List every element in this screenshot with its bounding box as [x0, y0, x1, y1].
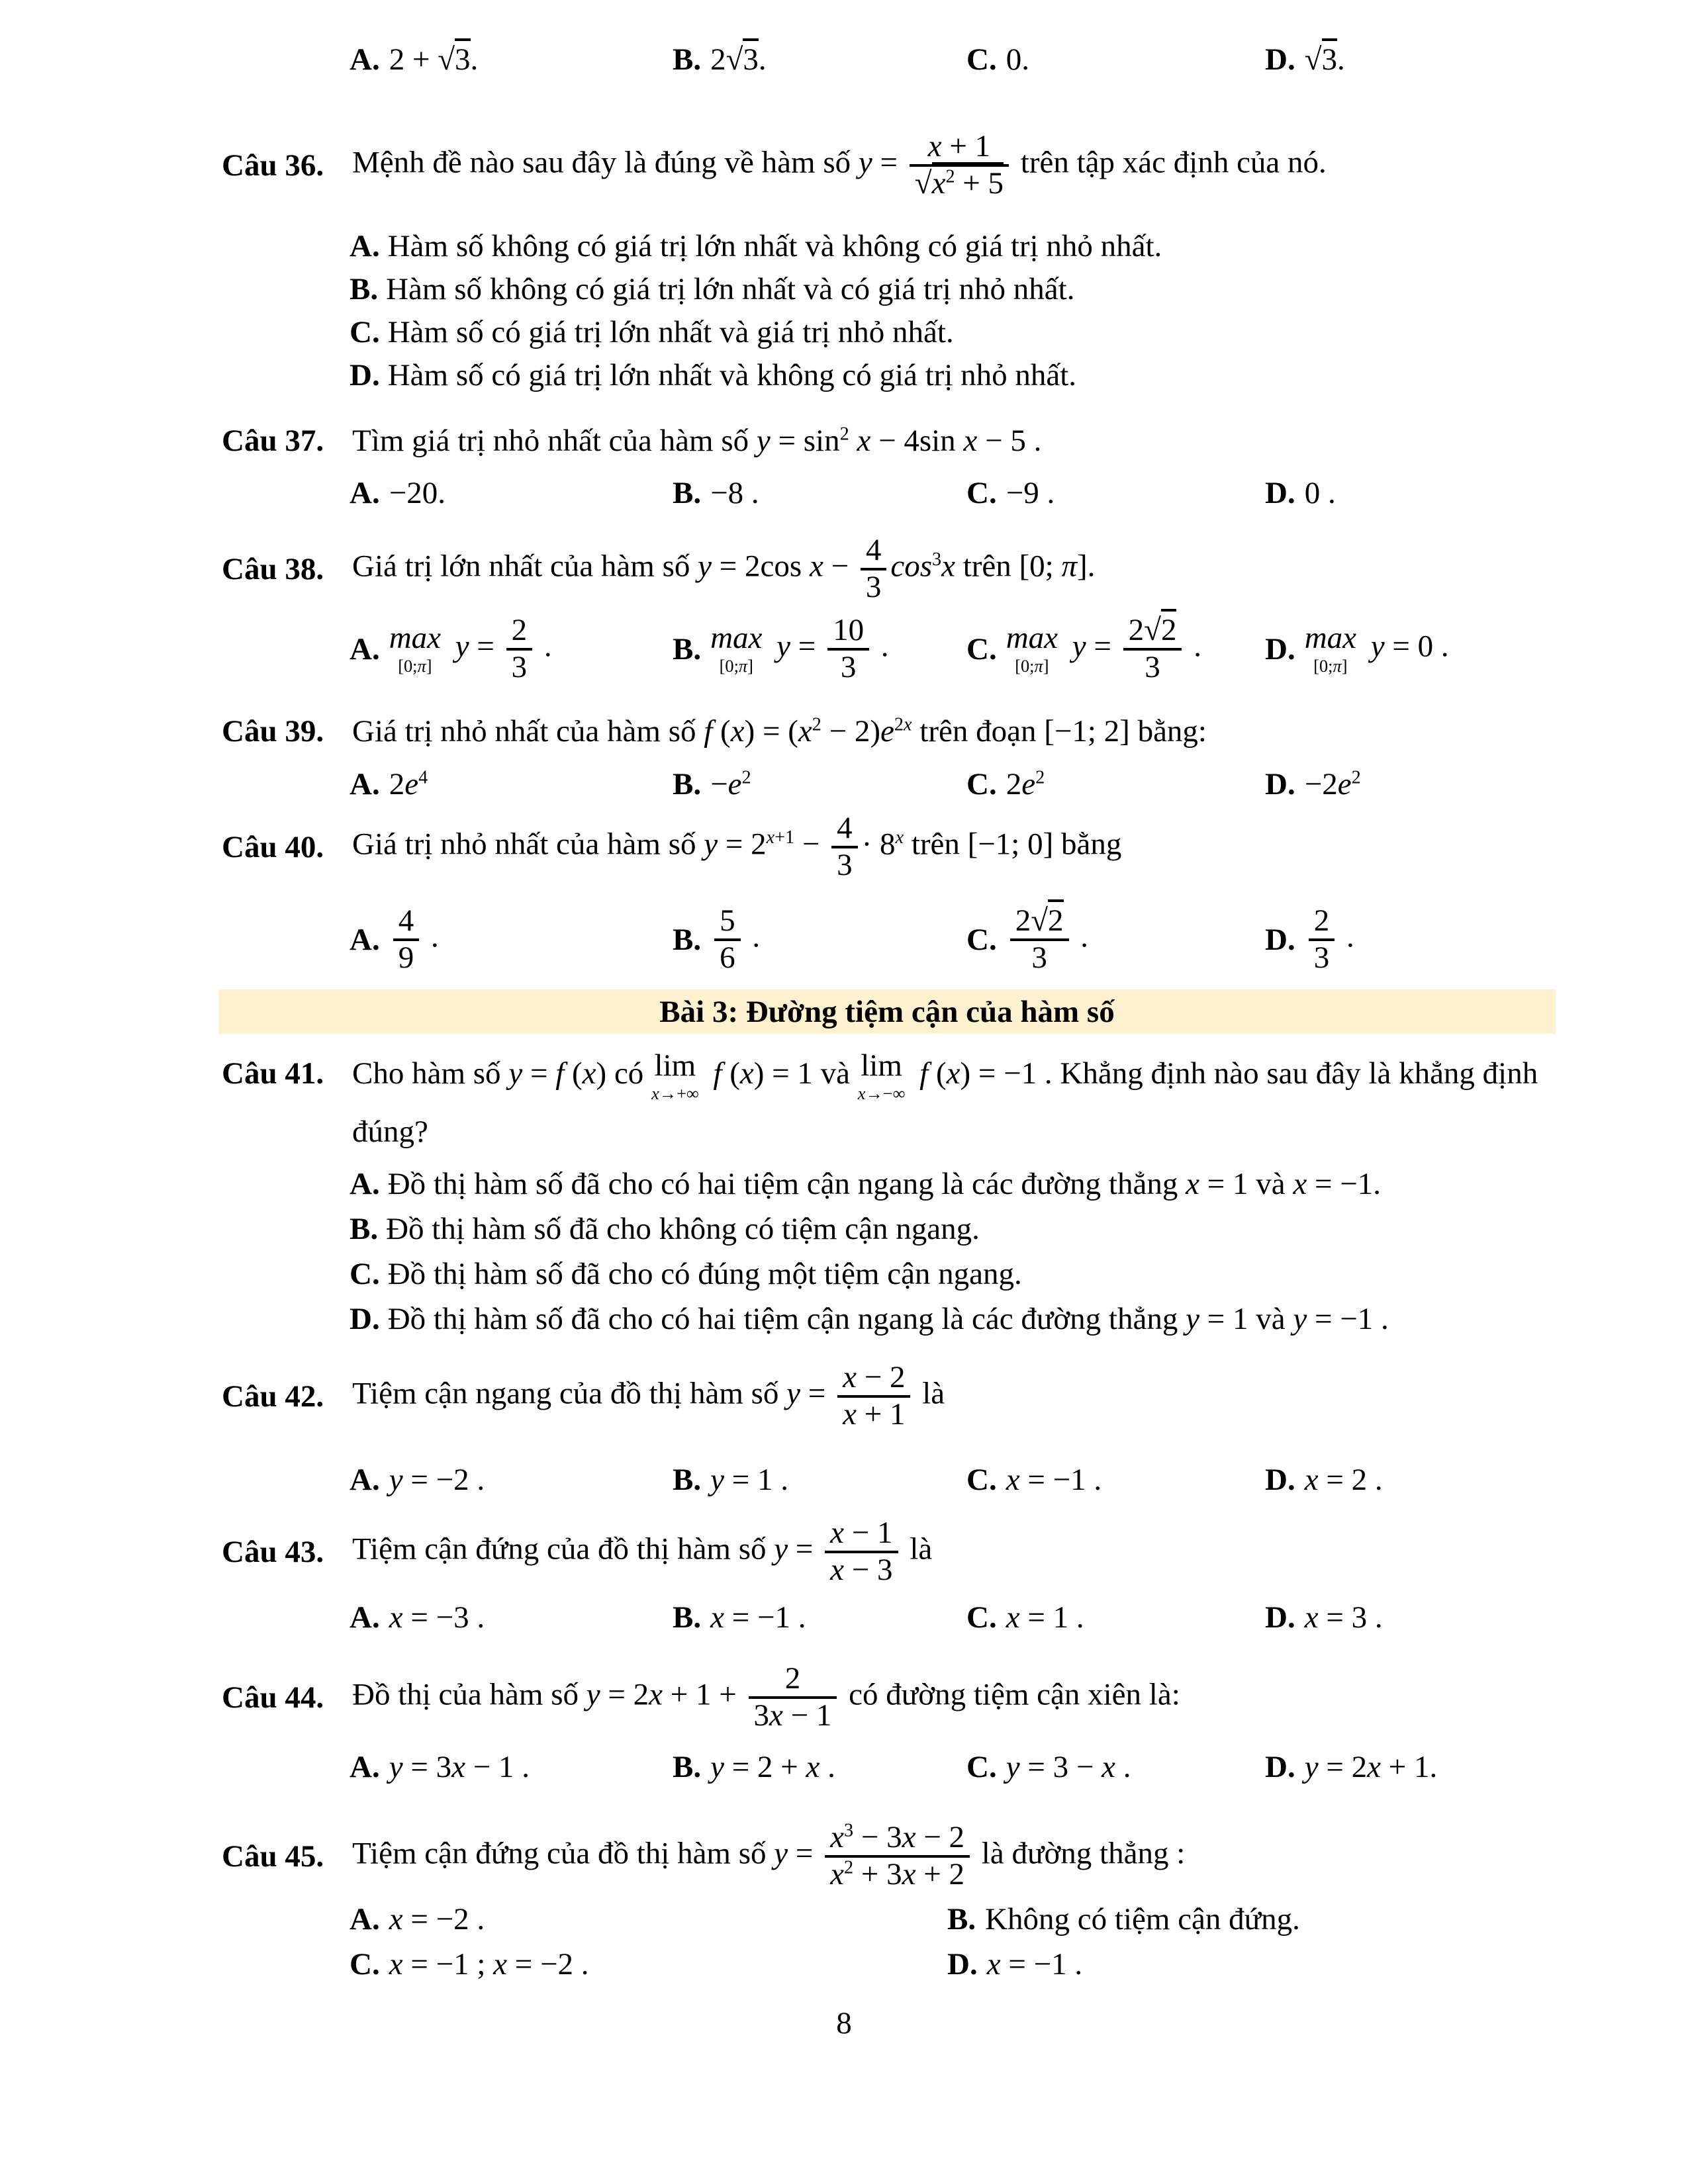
option-d: D. $\frac{2}{3}$ . — [1265, 903, 1354, 975]
question-45 — [222, 1810, 1595, 1903]
option-c: C. x = −1 ; x = −2 . — [350, 1947, 589, 1981]
option-a: A. max [0;π] y = $\frac{2}{3}$ . — [350, 613, 552, 684]
option-a: A. −20. — [350, 476, 445, 510]
question-40-label: Câu 40. — [222, 830, 324, 864]
option-b: B. Hàm số không có giá trị lớn nhất và có giá trị nhỏ nhất. — [350, 272, 1075, 306]
option-d: D. Đồ thị hàm số đã cho có hai tiệm cận ngang là các đường thẳng y = 1 và y = −1 . — [350, 1302, 1389, 1336]
option-c: C. Đồ thị hàm số đã cho có đúng một tiệm cận ngang. — [350, 1257, 1022, 1291]
option-c: C. x = 1 . — [966, 1600, 1084, 1635]
question-40 — [222, 804, 1595, 890]
option-a: A. $2e^4$ — [350, 767, 428, 801]
question-43-options — [222, 1598, 1595, 1637]
option-a: A. y = 3x − 1 . — [350, 1750, 530, 1784]
option-c: C. Hàm số có giá trị lớn nhất và giá trị nhỏ nhất. — [350, 315, 954, 349]
question-38-options — [222, 608, 1595, 691]
option-b: B. $-e^2$ — [673, 767, 751, 801]
option-c: C. $2e^2$ — [966, 767, 1045, 801]
question-41-label: Câu 41. — [222, 1056, 324, 1091]
option-c: C. −9 . — [966, 476, 1055, 510]
question-42-label: Câu 42. — [222, 1379, 324, 1414]
question-42-options — [222, 1460, 1595, 1500]
option-d: D. x = 3 . — [1265, 1600, 1383, 1635]
question-36 — [222, 109, 1595, 222]
question-39 — [222, 711, 1595, 751]
option-d: D. Hàm số có giá trị lớn nhất và không có giá trị nhỏ nhất. — [350, 358, 1077, 392]
question-40-options — [222, 897, 1595, 983]
option-b: B. y = 1 . — [673, 1463, 788, 1497]
option-b: B. max [0;π] y = $\frac{10}{3}$ . — [673, 613, 889, 684]
question-44-options — [222, 1747, 1595, 1787]
option-d: D. max [0;π] y = 0 . — [1265, 621, 1449, 676]
question-43 — [222, 1509, 1595, 1595]
question-42-body: Tiệm cận ngang của đồ thị hàm số y = $\frac{x - 2}{x + 1}$ là — [352, 1360, 945, 1432]
section-band — [218, 989, 1556, 1034]
question-41-body: Cho hàm số y = f (x) có lim x→+∞ f (x) = 1 và lim x→−∞ f (x) = −1 . Khẳng định nào sau đây là khẳng định đúng? — [352, 1048, 1538, 1149]
option-a: A. Đồ thị hàm số đã cho có hai tiệm cận ngang là các đường thẳng x = 1 và x = −1. — [350, 1167, 1381, 1201]
question-37-body: Tìm giá trị nhỏ nhất của hàm số $y = \sin^2 x - 4\sin$ x − 5 . — [352, 424, 1042, 458]
question-41-options — [350, 1161, 1601, 1342]
question-37 — [222, 421, 1595, 461]
section-title: Bài 3: Đường tiệm cận của hàm số — [659, 994, 1115, 1029]
option-d: D. $-2e^2$ — [1265, 767, 1361, 801]
question-44-label: Câu 44. — [222, 1680, 324, 1715]
option-a: A. x = −3 . — [350, 1600, 485, 1635]
answer-option-d: D. √3. — [1265, 36, 1345, 83]
question-40-body: Giá trị nhỏ nhất của hàm số $y = 2^{x+1}$ − $\frac{4}{3}$ · $8^x$ trên [−1; 0] bằng — [352, 811, 1122, 882]
question-45-body: Tiệm cận đứng của đồ thị hàm số y = $\frac{x^3 - 3x - 2}{x^2 + 3x + 2}$ là đường thẳng : — [352, 1820, 1186, 1891]
option-c: C. y = 3 − x . — [966, 1750, 1131, 1784]
option-a: A. y = −2 . — [350, 1463, 485, 1497]
question-36-options — [350, 225, 1601, 397]
page-number: 8 — [836, 2006, 852, 2040]
option-d: D. x = −1 . — [947, 1947, 1083, 1981]
option-b: B. −8 . — [673, 476, 759, 510]
option-d: D. y = 2x + 1. — [1265, 1750, 1438, 1784]
question-43-label: Câu 43. — [222, 1535, 324, 1569]
option-c: C. max [0;π] y = $\frac{2√2}{3}$ . — [966, 608, 1201, 691]
question-39-body: Giá trị nhỏ nhất của hàm số f $(x) = (x^2 - 2)e^{2x}$ trên đoạn [−1; 2] bằng: — [352, 714, 1207, 749]
option-b: B. x = −1 . — [673, 1600, 806, 1635]
answer-option-a: A. 2 + √3. — [350, 36, 478, 83]
option-a: A. x = −2 . — [350, 1902, 485, 1936]
option-c: C. x = −1 . — [966, 1463, 1102, 1497]
question-38 — [222, 523, 1595, 615]
question-45-options-row1 — [222, 1897, 1595, 1942]
question-42 — [222, 1353, 1595, 1439]
option-a: A. $\frac{4}{9}$ . — [350, 903, 439, 975]
option-c: C. $\frac{2√2}{3}$ . — [966, 897, 1088, 983]
option-b: B. $\frac{5}{6}$ . — [673, 903, 761, 975]
question-37-label: Câu 37. — [222, 424, 324, 458]
question-39-label: Câu 39. — [222, 714, 324, 749]
prev-question-answers — [222, 36, 1595, 83]
question-37-options — [222, 473, 1595, 513]
option-d: D. 0 . — [1265, 476, 1336, 510]
option-d: D. x = 2 . — [1265, 1463, 1383, 1497]
question-45-options-row2 — [222, 1942, 1595, 1987]
question-39-options — [222, 764, 1595, 804]
option-b: B. y = 2 + x . — [673, 1750, 835, 1784]
question-36-body: Mệnh đề nào sau đây là đúng về hàm số y = $\frac{x + 1}{√x^2 + 5}$ trên tập xác định của nó. — [352, 129, 1327, 201]
option-b: B. Đồ thị hàm số đã cho không có tiệm cận ngang. — [350, 1212, 980, 1246]
question-38-body: Giá trị lớn nhất của hàm số y = 2cos x − $\frac{4}{3}$ $\cos^3x$ trên [0; π]. — [352, 533, 1096, 604]
question-38-label: Câu 38. — [222, 552, 324, 586]
question-36-label: Câu 36. — [222, 148, 324, 183]
question-44 — [222, 1655, 1595, 1741]
option-b: B. Không có tiệm cận đứng. — [947, 1902, 1300, 1936]
question-44-body: Đồ thị của hàm số y = 2x + 1 + $\frac{2}{3x - 1}$ có đường tiệm cận xiên là: — [352, 1661, 1180, 1733]
option-a: A. Hàm số không có giá trị lớn nhất và không có giá trị nhỏ nhất. — [350, 229, 1162, 263]
answer-option-c: C. 0. — [966, 42, 1029, 77]
question-41 — [222, 1044, 1595, 1161]
question-45-label: Câu 45. — [222, 1839, 324, 1874]
answer-option-b: B. 2√3. — [673, 36, 767, 83]
question-43-body: Tiệm cận đứng của đồ thị hàm số y = $\frac{x - 1}{x - 3}$ là — [352, 1516, 933, 1587]
